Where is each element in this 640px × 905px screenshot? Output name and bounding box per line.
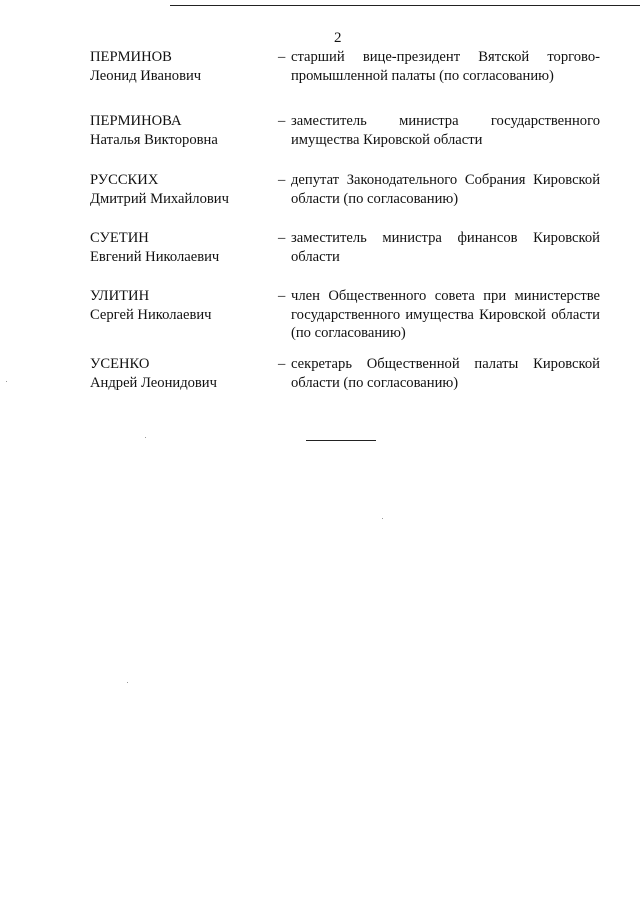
page-number: 2	[334, 30, 342, 46]
member-given-names: Евгений Николаевич	[90, 248, 220, 265]
scan-speck	[127, 682, 128, 683]
member-role: член Общественного совета при министерстве государственного имущества Кировской области (по согласованию)	[291, 288, 600, 341]
member-surname: УЛИТИН	[90, 288, 150, 304]
member-role: депутат Законодательного Собрания Кировской области (по согласованию)	[291, 172, 600, 207]
scan-speck	[382, 518, 383, 519]
member-role: заместитель министра государственного имущества Кировской области	[291, 113, 600, 148]
member-name	[90, 229, 270, 266]
member-given-names: Наталья Викторовна	[90, 131, 218, 148]
member-surname: ПЕРМИНОВ	[90, 49, 172, 65]
member-name	[90, 171, 270, 208]
dash-separator: –	[278, 172, 286, 188]
dash-separator: –	[278, 288, 286, 304]
member-given-names: Леонид Иванович	[90, 67, 202, 84]
member-given-names: Сергей Николаевич	[90, 306, 212, 323]
scan-speck	[6, 381, 7, 382]
dash-separator: –	[278, 230, 286, 246]
scan-speck	[145, 437, 146, 438]
member-surname: ПЕРМИНОВА	[90, 113, 182, 129]
member-surname: РУССКИХ	[90, 172, 159, 188]
dash-separator: –	[278, 356, 286, 372]
closing-rule	[306, 440, 376, 441]
member-given-names: Дмитрий Михайлович	[90, 190, 229, 207]
member-surname: УСЕНКО	[90, 356, 150, 372]
member-name	[90, 287, 270, 324]
member-name	[90, 355, 270, 392]
dash-separator: –	[278, 49, 286, 65]
member-given-names: Андрей Леонидович	[90, 374, 217, 391]
member-surname: СУЕТИН	[90, 230, 149, 246]
member-name	[90, 112, 270, 149]
member-role: заместитель министра финансов Кировской области	[291, 230, 600, 265]
member-role: секретарь Общественной палаты Кировской области (по согласованию)	[291, 356, 600, 391]
top-border-line	[170, 5, 640, 6]
member-name	[90, 48, 270, 85]
dash-separator: –	[278, 113, 286, 129]
member-role: старший вице-президент Вятской торгово-промышленной палаты (по согласованию)	[291, 49, 600, 84]
